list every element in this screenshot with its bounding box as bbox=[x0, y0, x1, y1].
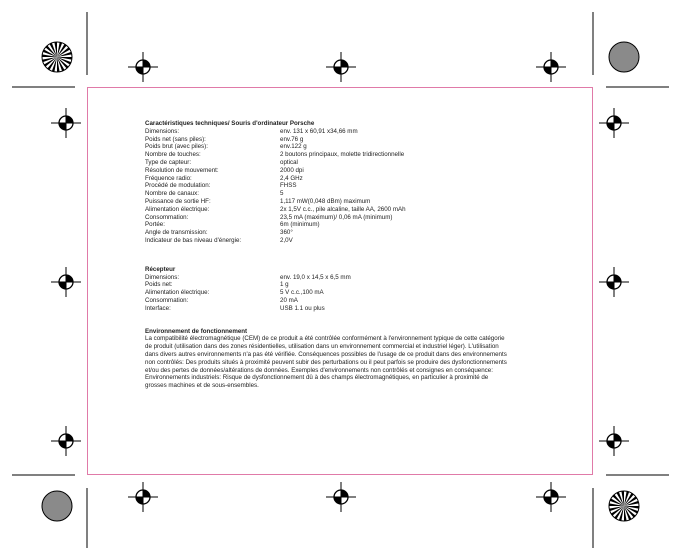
spec-row bbox=[145, 274, 565, 282]
spec-row bbox=[145, 128, 565, 136]
spec-value: env.76 g bbox=[280, 135, 304, 143]
spec-value: 2,0V bbox=[280, 236, 293, 244]
spec-row bbox=[145, 221, 565, 229]
spec-value: env.122 g bbox=[280, 143, 307, 151]
spec-value: 2 boutons principaux, molette tridirectionnelle bbox=[280, 151, 405, 159]
spec-label: Procédé de modulation: bbox=[145, 182, 211, 190]
registration-mark-right-2 bbox=[599, 267, 629, 297]
spec-value: optical bbox=[280, 158, 298, 166]
registration-mark-left-2 bbox=[51, 267, 81, 297]
spec-value: USB 1.1 ou plus bbox=[280, 304, 325, 312]
environment-line: non contrôlés: Des produits situés à proximité peuvent subir des perturbations ou il peut parfois se produire des dysfonctionnements bbox=[145, 358, 507, 366]
spec-value: 1,117 mW(0,048 dBm) maximum bbox=[280, 197, 371, 205]
spec-label: Consommation: bbox=[145, 213, 189, 221]
spec-value: 5 V c.c.,100 mA bbox=[280, 289, 324, 297]
environment-line: Environnements industriels: Risque de dysfonctionnement dû à des champs électromagnétiques, en particulier à proximité de bbox=[145, 374, 489, 382]
environment-title: Environnement de fonctionnement bbox=[145, 327, 248, 335]
spec-value: env. 19,0 x 14,5 x 6,5 mm bbox=[280, 273, 351, 281]
spec-row bbox=[145, 175, 565, 183]
environment-line: grosses machines et de sous-ensembles. bbox=[145, 382, 259, 390]
registration-mark-bottom-2 bbox=[326, 482, 356, 512]
spec-label: Portée: bbox=[145, 221, 165, 229]
registration-mark-right-3 bbox=[599, 426, 629, 456]
spec-label: Résolution de mouvement: bbox=[145, 166, 219, 174]
starburst-target-bottom-right bbox=[609, 491, 639, 521]
receiver-table bbox=[145, 274, 565, 313]
spec-label: Alimentation électrique: bbox=[145, 289, 210, 297]
registration-mark-left-3 bbox=[51, 426, 81, 456]
registration-mark-left-1 bbox=[51, 108, 81, 138]
spec-label: Indicateur de bas niveau d'énergie: bbox=[145, 236, 242, 244]
spec-row bbox=[145, 214, 565, 222]
environment-line: et/ou des pertes de données/altérations de données. Exemples d'environnements non contrôlés et consignes en conséquence: bbox=[145, 366, 493, 374]
spec-value: 1 g bbox=[280, 281, 289, 289]
spec-row bbox=[145, 198, 565, 206]
spec-label: Fréquence radio: bbox=[145, 174, 192, 182]
spec-label: Dimensions: bbox=[145, 127, 180, 135]
spec-row bbox=[145, 143, 565, 151]
registration-mark-bottom-3 bbox=[536, 482, 566, 512]
registration-mark-top-1 bbox=[128, 52, 158, 82]
spec-value: FHSS bbox=[280, 182, 297, 190]
spec-value: 2,4 GHz bbox=[280, 174, 303, 182]
receiver-title: Récepteur bbox=[145, 265, 176, 273]
spec-value: 23,5 mA (maximum)/ 0,06 mA (minimum) bbox=[280, 213, 393, 221]
spec-row bbox=[145, 281, 565, 289]
gray-swatch-top-right bbox=[609, 42, 639, 72]
spec-value: 360° bbox=[280, 229, 293, 237]
environment-line: dans divers autres environnements n'a pas été vérifiée. Conséquences possibles de l'usage de ce produit dans des environnements bbox=[145, 350, 507, 358]
spec-value: env. 131 x 60,91 x34,66 mm bbox=[280, 127, 358, 135]
registration-mark-top-3 bbox=[536, 52, 566, 82]
spec-row bbox=[145, 305, 565, 313]
registration-mark-bottom-1 bbox=[128, 482, 158, 512]
spec-label: Alimentation électrique: bbox=[145, 205, 210, 213]
spec-label: Nombre de touches: bbox=[145, 151, 201, 159]
specs-title: Caractéristiques techniques/ Souris d'ordinateur Porsche bbox=[145, 120, 315, 127]
spec-label: Type de capteur: bbox=[145, 158, 192, 166]
starburst-target-top-left bbox=[42, 42, 72, 72]
spec-label: Nombre de canaux: bbox=[145, 190, 199, 198]
spec-value: 20 mA bbox=[280, 296, 298, 304]
specs-table bbox=[145, 128, 565, 245]
environment-line: de produit (utilisation dans des zones résidentielles, utilisation dans un environnement commercial et industriel léger). L'utilisation bbox=[145, 343, 499, 351]
spec-row bbox=[145, 159, 565, 167]
spec-row bbox=[145, 182, 565, 190]
spec-label: Puissance de sortie HF: bbox=[145, 197, 211, 205]
spec-row bbox=[145, 136, 565, 144]
environment-line: La compatibilité électromagnétique (CEM) de ce produit a été contrôlée conformément à l'environnement typique de cette catégorie bbox=[145, 335, 505, 343]
environment-paragraph bbox=[145, 335, 565, 390]
spec-row bbox=[145, 229, 565, 237]
spec-value: 6m (minimum) bbox=[280, 221, 320, 229]
spec-value: 5 bbox=[280, 190, 284, 198]
spec-row bbox=[145, 190, 565, 198]
spec-label: Consommation: bbox=[145, 296, 189, 304]
spec-value: 2000 dpi bbox=[280, 166, 304, 174]
registration-mark-top-2 bbox=[326, 52, 356, 82]
document-content bbox=[145, 120, 565, 390]
spec-row bbox=[145, 297, 565, 305]
gray-swatch-bottom-left bbox=[42, 491, 72, 521]
spec-label: Poids net: bbox=[145, 281, 173, 289]
registration-mark-right-1 bbox=[599, 108, 629, 138]
spec-value: 2x 1,5V c.c., pile alcaline, taille AA, 2600 mAh bbox=[280, 205, 406, 213]
spec-row bbox=[145, 167, 565, 175]
spec-label: Angle de transmission: bbox=[145, 229, 208, 237]
spec-label: Interface: bbox=[145, 304, 171, 312]
spec-label: Poids brut (avec piles): bbox=[145, 143, 208, 151]
spec-row bbox=[145, 289, 565, 297]
spec-row bbox=[145, 206, 565, 214]
spec-row bbox=[145, 237, 565, 245]
spec-label: Poids net (sans piles): bbox=[145, 135, 206, 143]
spec-label: Dimensions: bbox=[145, 273, 180, 281]
spec-row bbox=[145, 151, 565, 159]
